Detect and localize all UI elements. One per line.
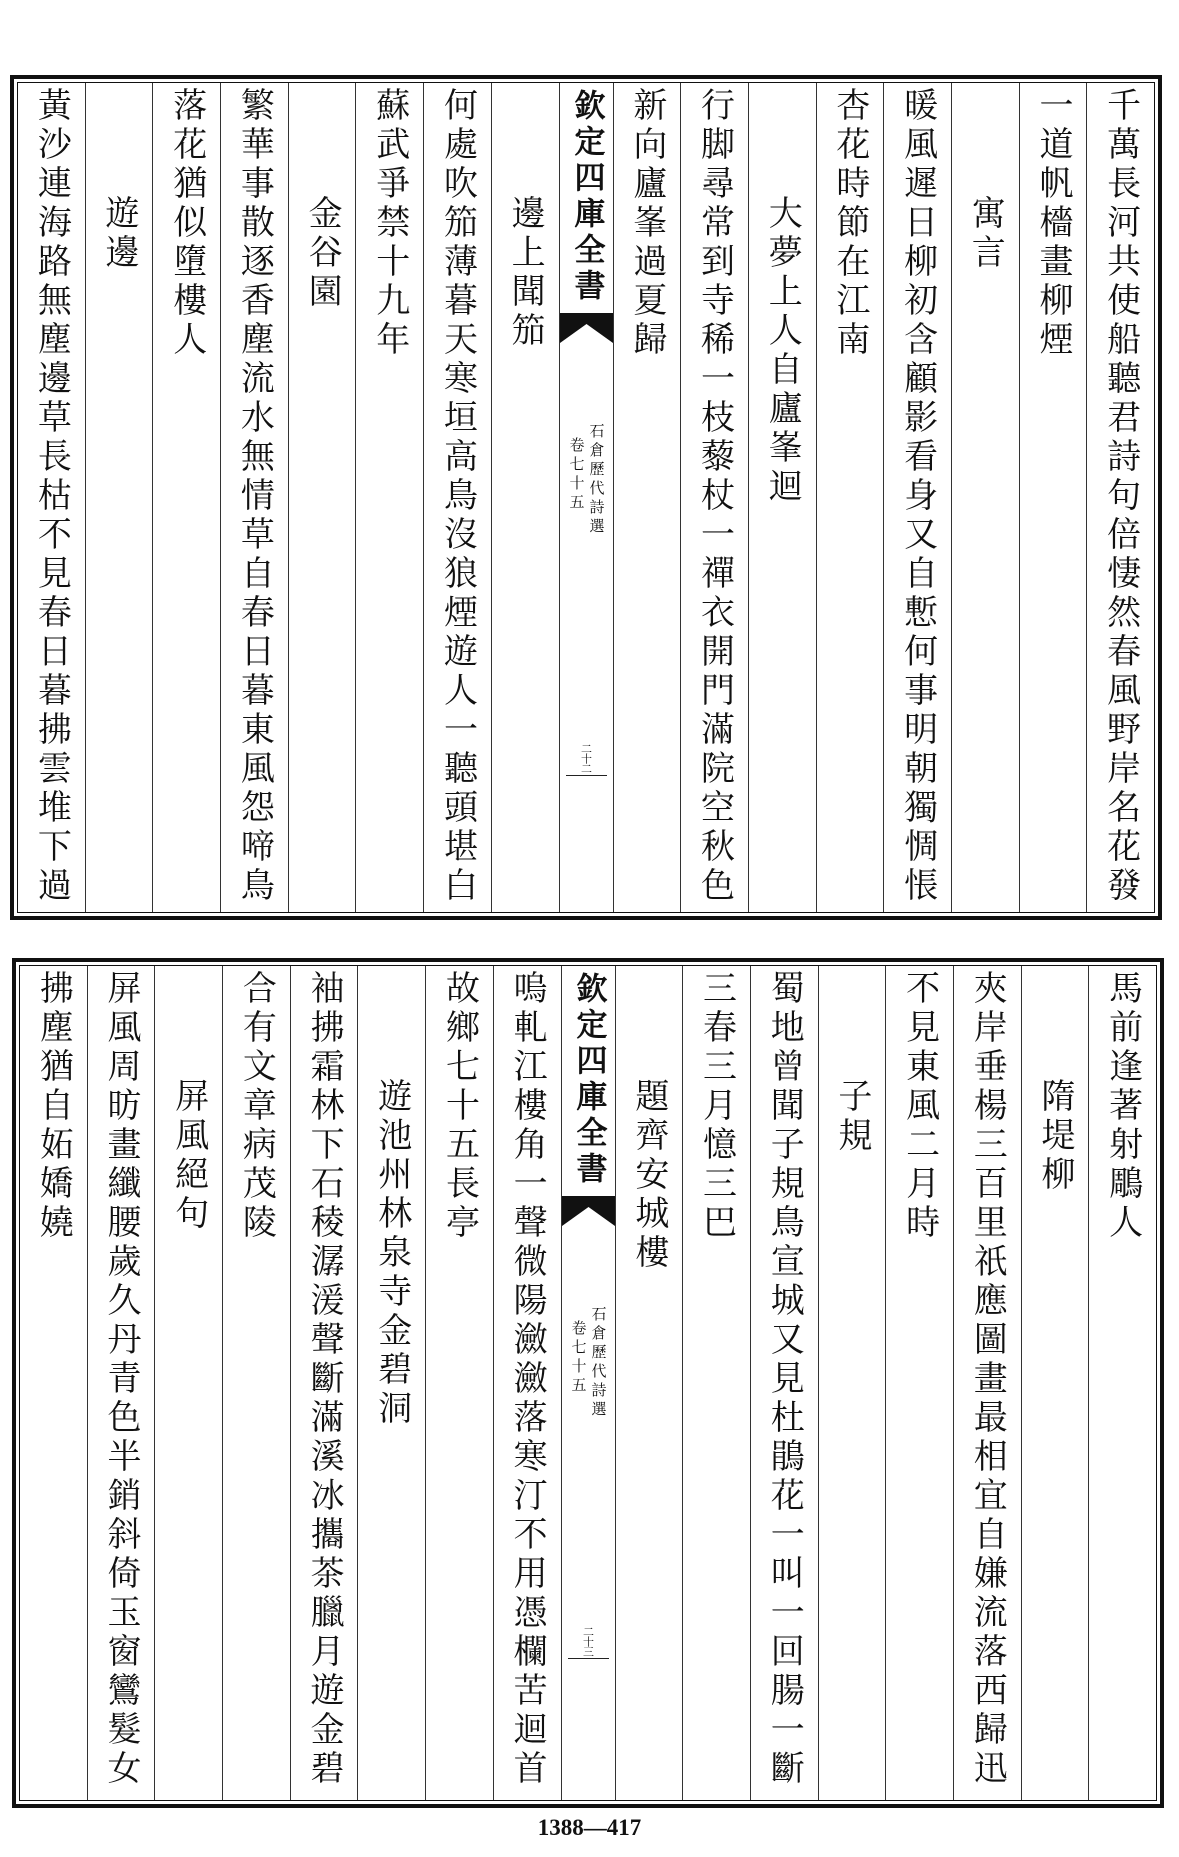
text-frame — [17, 82, 1155, 913]
poem-title-column — [491, 83, 559, 912]
poem-title: 寓言 — [965, 195, 1006, 273]
top-half-page — [10, 75, 1162, 920]
verse-text: 繁華事散逐香塵流水無情草自春日暮東風怨啼鳥 — [234, 87, 275, 906]
fishtail-mark-icon — [562, 1196, 615, 1226]
poem-title-column — [357, 966, 425, 1800]
verse-text: 暖風遲日柳初含顧影看身又自慙何事明朝獨惆悵 — [897, 87, 938, 906]
poem-title: 遊池州林泉寺金碧洞 — [371, 1078, 412, 1429]
verse-text: 蜀地曾聞子規鳥宣城又見杜鵑花一叫一回腸一斷 — [764, 970, 805, 1789]
poem-title: 子規 — [831, 1078, 872, 1156]
verse-column — [750, 966, 818, 1800]
poem-title-column — [85, 83, 153, 912]
verse-text: 故鄉七十五長亭 — [439, 970, 480, 1243]
banner-volume: 卷七十五 — [569, 1320, 588, 1396]
verse-column — [680, 83, 748, 912]
banner-rule — [568, 1658, 609, 1659]
verse-column — [152, 83, 220, 912]
verse-text: 何處吹笳薄暮天寒垣高鳥沒狼煙遊人一聽頭堪白 — [437, 87, 478, 906]
verse-column — [1088, 966, 1156, 1800]
verse-column — [493, 966, 561, 1800]
verse-text: 三春三月憶三巴 — [696, 970, 737, 1243]
poem-title: 邊上聞笳 — [505, 195, 546, 351]
verse-text: 屏風周昉畫纖腰歲久丹青色半銷斜倚玉窗鸞髮女 — [101, 970, 142, 1789]
poem-title: 遊邊 — [99, 195, 140, 273]
verse-column — [1019, 83, 1087, 912]
verse-column — [355, 83, 423, 912]
center-fold-banner — [559, 83, 613, 912]
bottom-half-page — [12, 958, 1164, 1808]
verse-text: 夾岸垂楊三百里祇應圖畫最相宜自嫌流落西歸迅 — [967, 970, 1008, 1789]
verse-column — [222, 966, 290, 1800]
verse-text: 黃沙連海路無塵邊草長枯不見春日暮拂雲堆下過 — [31, 87, 72, 906]
verse-column — [425, 966, 493, 1800]
poem-title: 隋堤柳 — [1034, 1078, 1075, 1195]
verse-column — [613, 83, 681, 912]
poem-title-column — [615, 966, 683, 1800]
verse-column — [883, 83, 951, 912]
poem-title: 屏風絕句 — [168, 1078, 209, 1234]
verse-column — [885, 966, 953, 1800]
banner-book-title: 石倉歷代詩選 — [587, 423, 606, 537]
verse-text: 袖拂霜林下石稜潺湲聲斷滿溪冰攜茶臘月遊金碧 — [304, 970, 345, 1789]
poem-title: 題齊安城樓 — [628, 1078, 669, 1273]
poem-title-column — [748, 83, 816, 912]
verse-column — [953, 966, 1021, 1800]
banner-leaf-number: 二十三 — [581, 1626, 595, 1656]
verse-column — [682, 966, 750, 1800]
verse-text: 拂塵猶自妬嬌嬈 — [33, 970, 74, 1243]
banner-book-title: 石倉歷代詩選 — [589, 1306, 608, 1420]
poem-title-column — [154, 966, 222, 1800]
verse-column — [20, 966, 87, 1800]
banner-volume: 卷七十五 — [567, 437, 586, 513]
verse-text: 落花猶似墮樓人 — [166, 87, 207, 360]
verse-column — [220, 83, 288, 912]
verse-text: 新向廬峯過夏歸 — [626, 87, 667, 360]
poem-title: 大夢上人自廬峯迴 — [762, 195, 803, 507]
verse-text: 嗚軋江樓角一聲微陽瀲瀲落寒汀不用憑欄苦迴首 — [507, 970, 548, 1789]
poem-title-column — [818, 966, 886, 1800]
text-frame — [19, 965, 1157, 1801]
verse-text: 千萬長河共使船聽君詩句倍悽然春風野岸名花發 — [1100, 87, 1141, 906]
banner-rule — [566, 775, 607, 776]
verse-column — [423, 83, 491, 912]
verse-text: 合有文章病茂陵 — [236, 970, 277, 1243]
banner-collection-title: 欽定四庫全書 — [568, 89, 605, 305]
poem-title: 金谷園 — [302, 195, 343, 312]
verse-column — [87, 966, 155, 1800]
banner-leaf-number: 二十二 — [579, 743, 593, 773]
verse-text: 一道帆檣畫柳煙 — [1032, 87, 1073, 360]
reprint-page-number: 1388—417 — [537, 1815, 642, 1840]
banner-collection-title: 欽定四庫全書 — [570, 972, 607, 1188]
verse-text: 馬前逢著射鵰人 — [1102, 970, 1143, 1243]
verse-column — [18, 83, 85, 912]
verse-column — [1086, 83, 1154, 912]
verse-column — [816, 83, 884, 912]
fishtail-mark-icon — [560, 313, 613, 343]
poem-title-column — [288, 83, 356, 912]
verse-text: 蘇武爭禁十九年 — [369, 87, 410, 360]
verse-column — [290, 966, 358, 1800]
poem-title-column — [951, 83, 1019, 912]
verse-text: 不見東風二月時 — [899, 970, 940, 1243]
verse-text: 杏花時節在江南 — [829, 87, 870, 360]
center-fold-banner — [561, 966, 615, 1800]
verse-text: 行脚尋常到寺稀一枝藜杖一禪衣開門滿院空秋色 — [694, 87, 735, 906]
poem-title-column — [1021, 966, 1089, 1800]
